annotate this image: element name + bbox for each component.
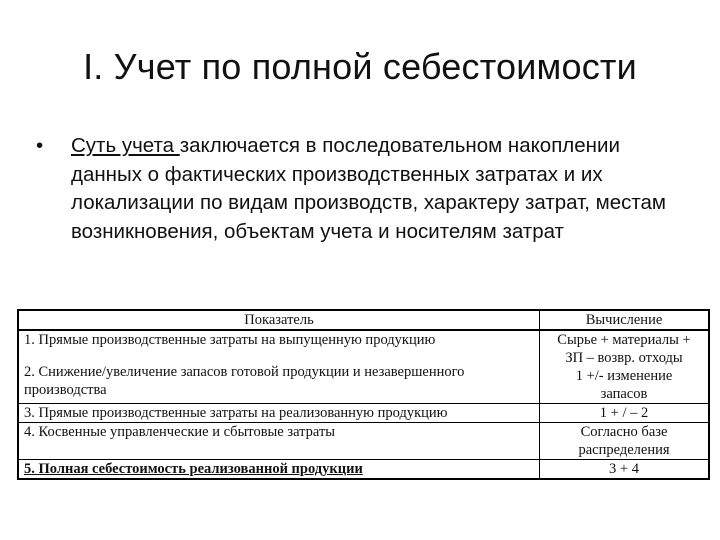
header-calculation: Вычисление (540, 310, 710, 330)
table-cell-calculation (540, 330, 710, 404)
header-indicator: Показатель (18, 310, 540, 330)
calc-line: Согласно базе (580, 424, 668, 440)
calculation-table (17, 309, 710, 480)
row1-line: 1. Прямые производственные затраты на выпущенную продукцию (24, 332, 436, 348)
row-gap (24, 349, 534, 363)
bullet-underlined-term: Суть учета (71, 134, 180, 157)
table-row (18, 423, 709, 460)
calc-line: Сырье + материалы + (557, 332, 691, 348)
table-cell-indicator: 4. Косвенные управленческие и сбытовые затраты (18, 423, 540, 460)
table-cell-indicator: 3. Прямые производственные затраты на реализованную продукцию (18, 404, 540, 423)
table-cell-indicator (18, 460, 540, 480)
calc-line: распределения (578, 442, 670, 458)
row2-line: 2. Снижение/увеличение запасов готовой продукции и незавершенного производства (24, 364, 465, 398)
bullet-paragraph (36, 132, 696, 246)
total-cost-label: 5. Полная себестоимость реализованной продукции (24, 461, 363, 477)
calc-line: ЗП – возвр. отходы (565, 350, 683, 366)
table-cell-calculation: 1 + / – 2 (540, 404, 710, 423)
bullet-icon: • (36, 134, 44, 157)
table-cell-calculation (540, 423, 710, 460)
table-cell-indicator (18, 330, 540, 404)
table-cell-calculation: 3 + 4 (540, 460, 710, 480)
bullet-body: заключается в последовательном накоплении данных о фактических производственных затратах и их локализации по видам производств, характеру затрат, местам возникновения, объектам учета и носителям затрат (71, 134, 667, 243)
calc-line: запасов (600, 386, 648, 402)
table-header-row (18, 310, 709, 330)
slide-title: I. Учет по полной себестоимости (83, 46, 637, 87)
bullet-text (71, 132, 696, 246)
table-row (18, 404, 709, 423)
table-row (18, 460, 709, 480)
calc-line: 1 +/- изменение (575, 368, 673, 384)
table-row (18, 330, 709, 404)
